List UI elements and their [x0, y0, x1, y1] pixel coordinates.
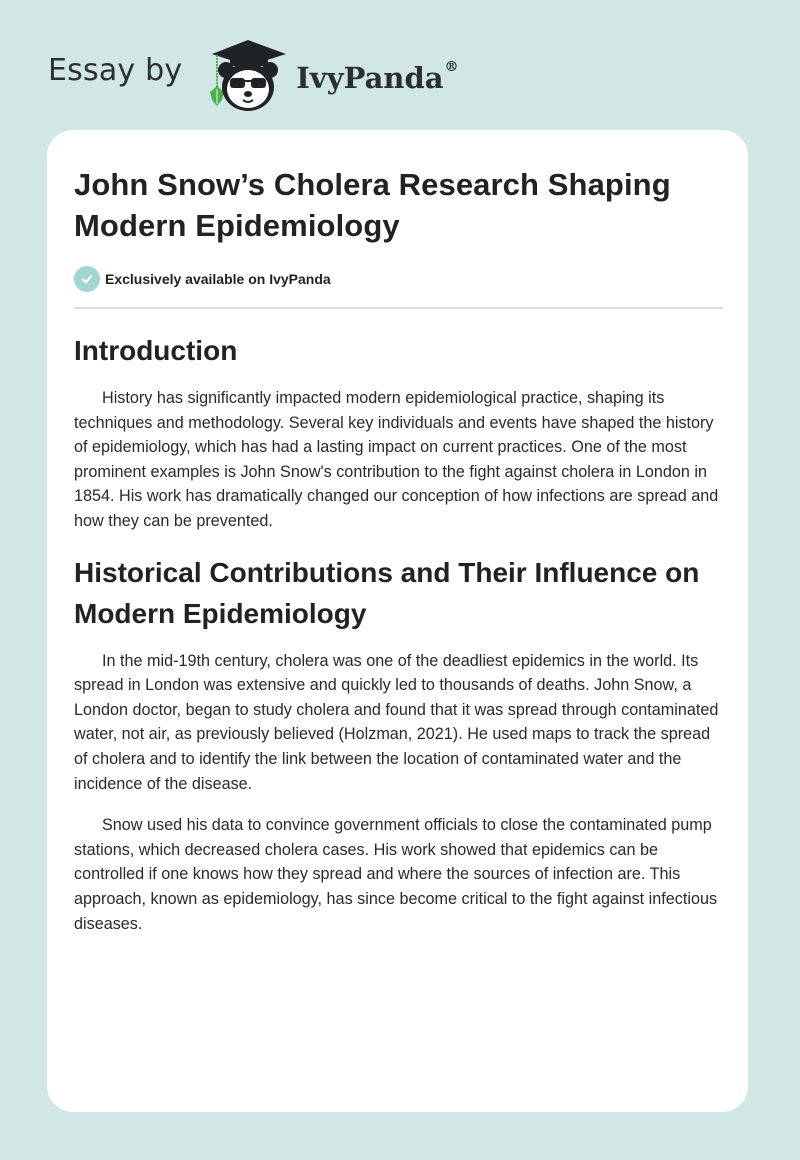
- exclusive-badge: [74, 266, 722, 292]
- registered-mark: ®: [444, 59, 459, 75]
- section-historical-contributions: [74, 552, 722, 937]
- essay-card: [47, 130, 748, 1112]
- paragraph: In the mid-19th century, cholera was one of the deadliest epidemics in the world. Its spread in London was extensive and quickly led to thousands of deaths. John Snow, a London doctor, began to study cholera and found that it was spread through contaminated water, not air, as previously believed (Holzman, 2021). He used maps to track the spread of cholera and to identify the link between the location of contaminated water and the incidence of the disease.: [74, 651, 719, 793]
- paragraph: Snow used his data to convince government officials to close the contaminated pump stations, which decreased cholera cases. His work showed that epidemics can be controlled if one knows how they spread and where the sources of infection are. This approach, known as epidemiology, has since become critical to the fight against infectious diseases.: [74, 816, 718, 933]
- badge-text: Exclusively available on IvyPanda: [105, 271, 331, 287]
- essay-content: [74, 164, 722, 936]
- section-heading: Historical Contributions and Their Influence on Modern Epidemiology: [74, 556, 700, 629]
- site-header: [48, 34, 459, 114]
- section-introduction: [74, 330, 722, 534]
- page-title: John Snow’s Cholera Research Shaping Modern Epidemiology: [74, 167, 671, 243]
- panda-graduate-logo-icon[interactable]: [200, 34, 292, 114]
- divider: [74, 307, 723, 309]
- section-heading: Introduction: [74, 335, 238, 366]
- paragraph: History has significantly impacted modern epidemiological practice, shaping its techniques and methodology. Several key individuals and events have shaped the history of epidemiology, which has had a lasting impact on current practices. One of the most prominent examples is John Snow's contribution to the fight against cholera in London in 1854. His work has dramatically changed our conception of how infections are spread and how they can be prevented.: [74, 389, 719, 530]
- check-circle-icon: [74, 266, 100, 292]
- brand-text: IvyPanda: [296, 61, 444, 95]
- essay-by-label: Essay by: [48, 52, 183, 88]
- brand-name[interactable]: [296, 61, 458, 95]
